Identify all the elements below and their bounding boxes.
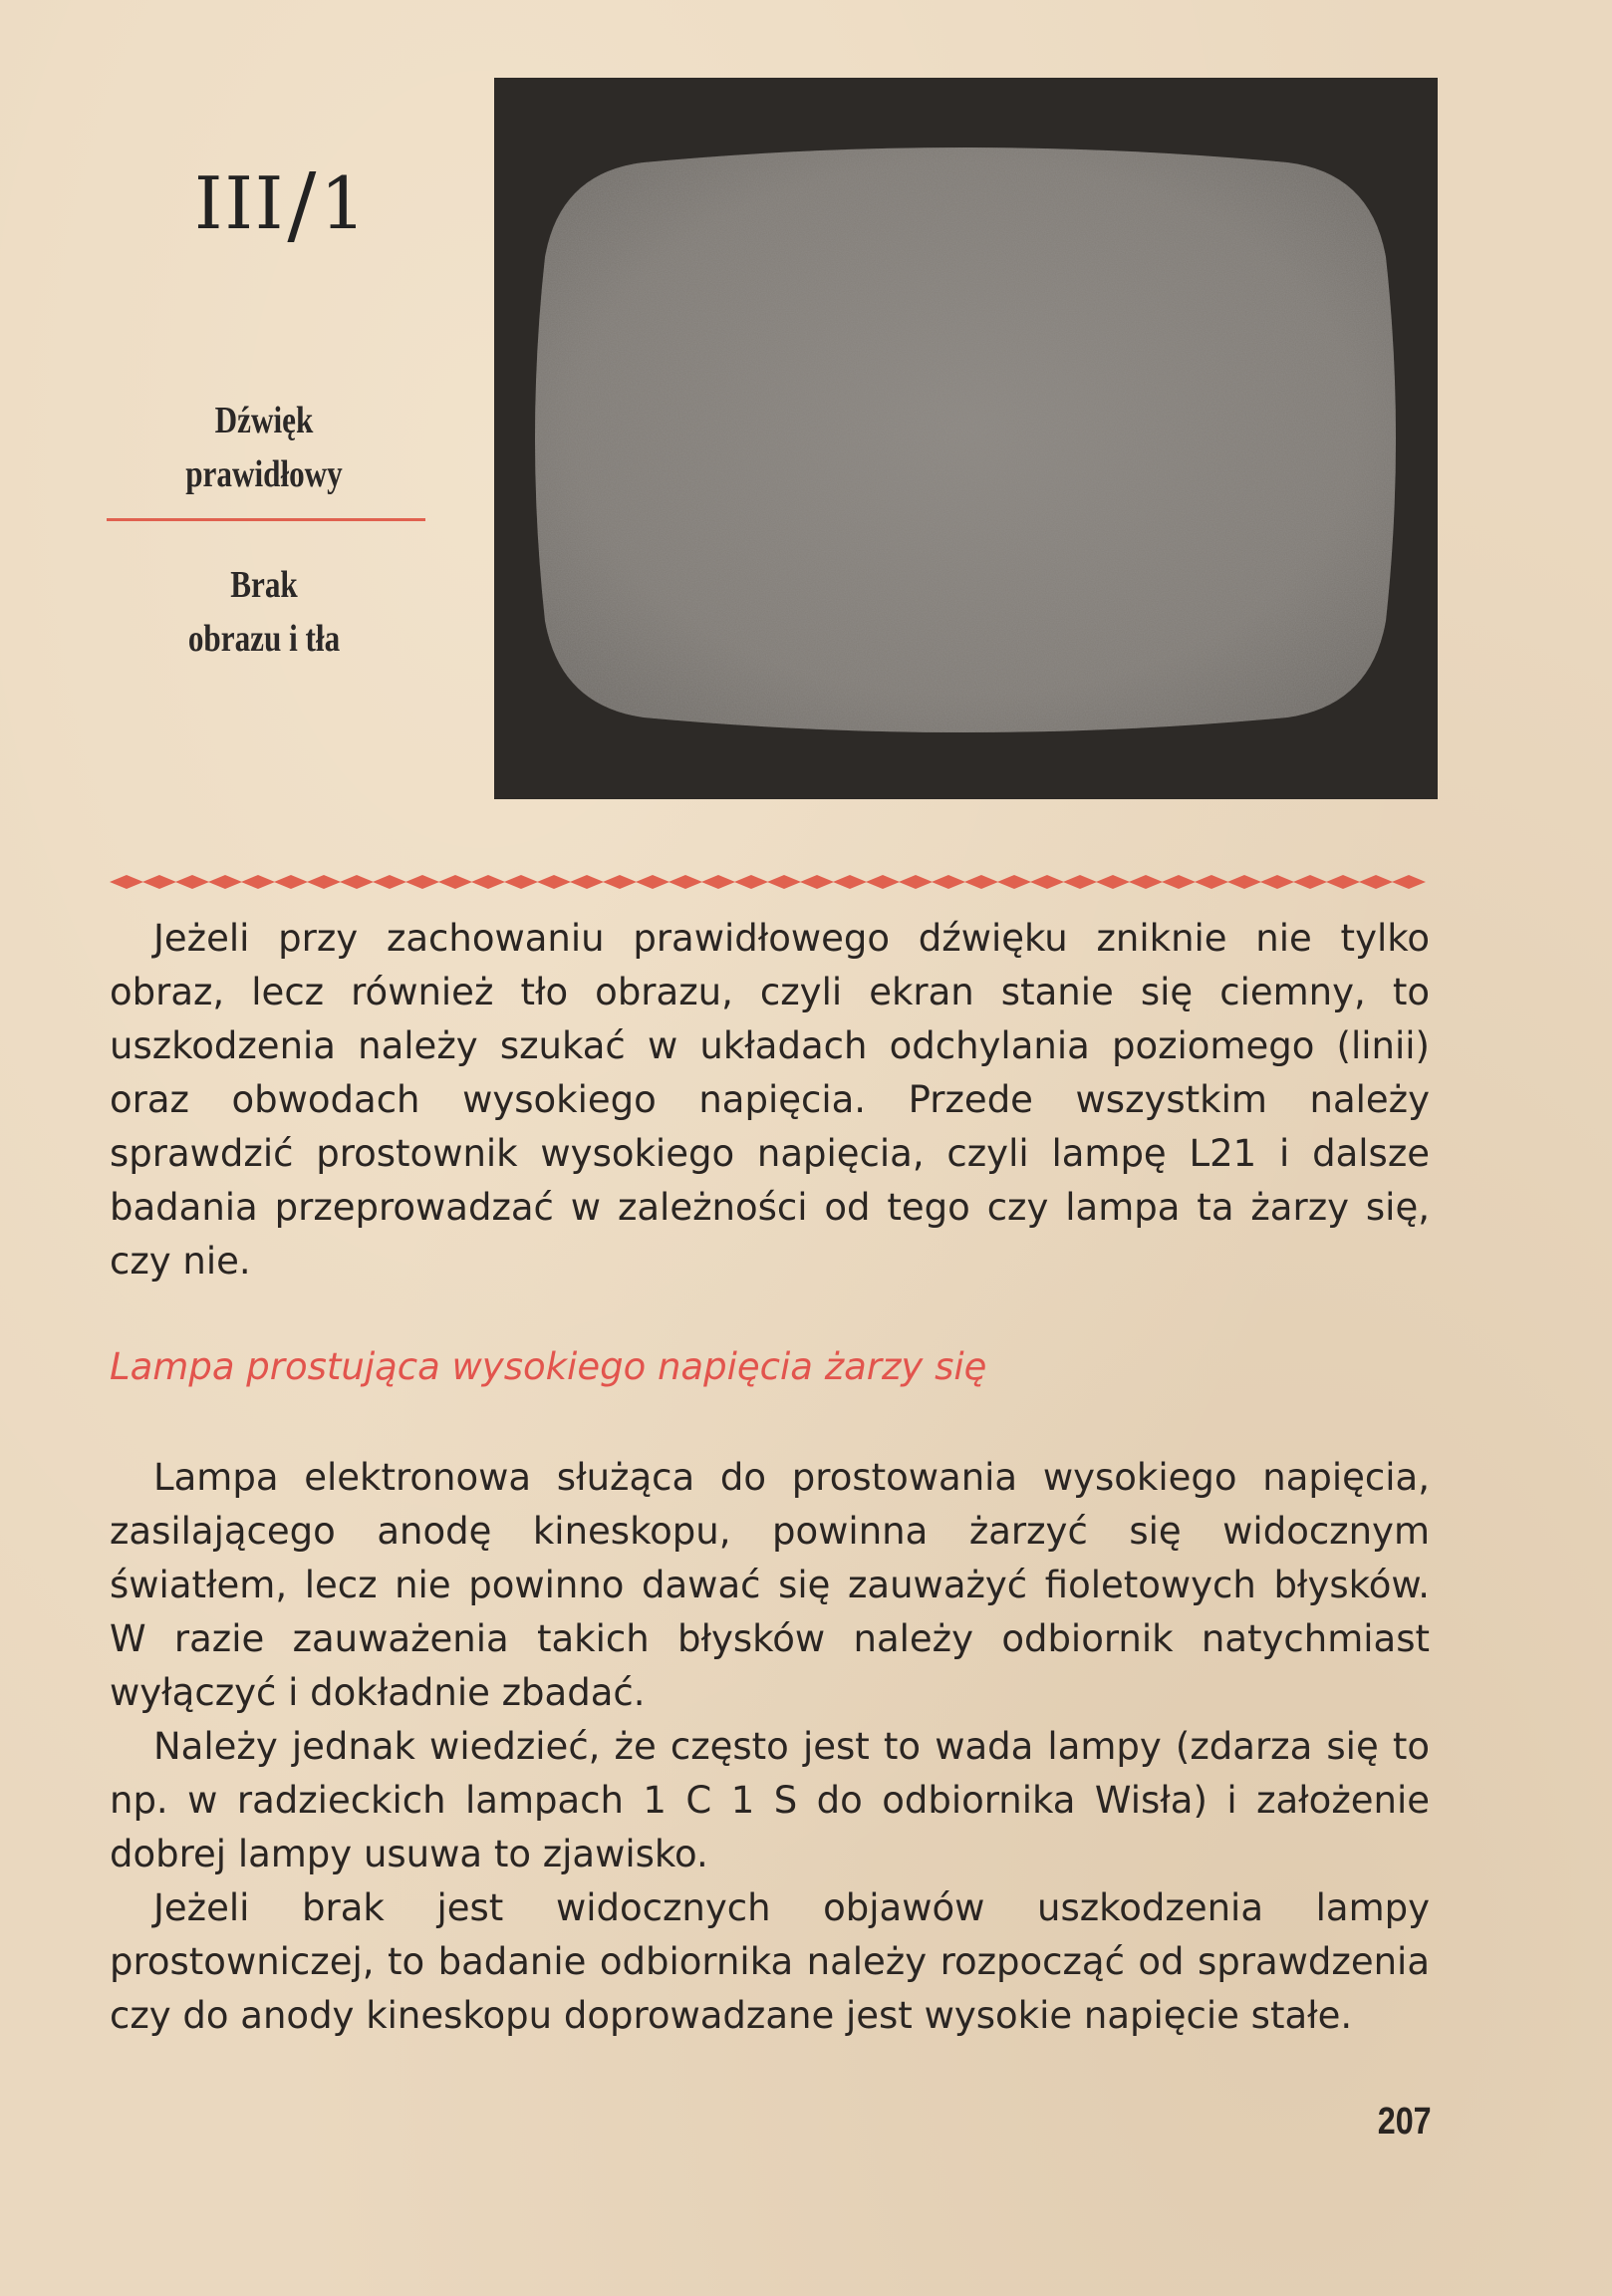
ornament-diamond xyxy=(504,875,538,889)
ornament-diamond xyxy=(175,875,209,889)
paragraph-intro: Jeżeli przy zachowaniu prawidłowego dźwięku zniknie nie tylko obraz, lecz również tło obrazu, czyli ekran stanie się ciemny, to uszkodzenia należy szukać w układach odchylania poziomego (linii) oraz obwodach wysokiego napięcia. Przede wszystkim należy sprawdzić prostownik wysokiego napięcia, czyli lampę L21 i dalsze badania przeprowadzać w zależności od tego czy lampa ta żarzy się, czy nie. xyxy=(110,917,1430,1283)
paragraph-lamp-defect: Należy jednak wiedzieć, że często jest to wada lampy (zdarza się to np. w radzieckich lampach 1 C 1 S do odbiornika Wisła) i założenie dobrej lampy usuwa to zjawisko. xyxy=(110,1725,1430,1875)
ornament-diamond xyxy=(471,875,505,889)
ornament-diamond xyxy=(570,875,604,889)
ornament-diamond xyxy=(142,875,176,889)
ornament-diamond xyxy=(932,875,965,889)
ornament-diamond xyxy=(701,875,735,889)
ornament-diamond xyxy=(1293,875,1327,889)
ornament-diamond xyxy=(208,875,242,889)
ornament-diamond xyxy=(110,875,143,889)
ornament-diamond xyxy=(438,875,472,889)
ornament-diamond xyxy=(866,875,900,889)
ornament-diamond xyxy=(669,875,702,889)
section-number-slash: / xyxy=(287,155,319,255)
caption-sound-line-1: Dźwięk xyxy=(214,400,314,441)
ornament-diamond xyxy=(1030,875,1064,889)
section-number xyxy=(194,149,369,255)
ornament-diamond xyxy=(964,875,998,889)
section-number-minor: 1 xyxy=(320,161,369,245)
ornament-diamond xyxy=(800,875,834,889)
ornament-diamond xyxy=(1063,875,1097,889)
caption-fault-line-1: Brak xyxy=(230,564,298,606)
page-number: 207 xyxy=(1377,2101,1432,2143)
paragraph-check-anode: Jeżeli brak jest widocznych objawów uszkodzenia lampy prostowniczej, to badanie odbiornika należy rozpocząć od sprawdzenia czy do anody kineskopu doprowadzane jest wysokie napięcie stałe. xyxy=(110,1886,1430,2037)
ornament-diamond xyxy=(833,875,867,889)
ornament-diamond xyxy=(603,875,637,889)
ornament-diamond xyxy=(1162,875,1196,889)
caption-sound-ok xyxy=(134,394,395,501)
ornament-diamond xyxy=(636,875,670,889)
tv-screen-icon xyxy=(494,78,1438,799)
paragraph-lamp-glow: Lampa elektronowa służąca do prostowania wysokiego napięcia, zasilającego anodę kineskopu, powinna żarzyć się widocznym światłem, lecz nie powinno dawać się zauważyć fioletowych błysków. W razie zauważenia takich błysków należy odbiornik natychmiast wyłączyć i dokładnie zbadać. xyxy=(110,1456,1430,1714)
caption-fault-line-2: obrazu i tła xyxy=(187,618,341,660)
ornament-diamond xyxy=(1195,875,1228,889)
ornament-diamond xyxy=(1096,875,1130,889)
ornament-diamond xyxy=(307,875,341,889)
ornament-diamond xyxy=(767,875,801,889)
ornament-diamond xyxy=(1359,875,1393,889)
ornament-diamond xyxy=(997,875,1031,889)
tv-screen-figure xyxy=(494,78,1438,799)
ornament-diamond xyxy=(405,875,439,889)
ornament-diamond xyxy=(537,875,571,889)
ornament-divider xyxy=(110,867,1433,897)
ornament-diamond xyxy=(241,875,275,889)
caption-divider xyxy=(107,518,425,521)
ornament-diamond xyxy=(734,875,768,889)
caption-no-picture xyxy=(134,558,395,666)
subheading-lamp-glows: Lampa prostująca wysokiego napięcia żarzy się xyxy=(110,1345,987,1388)
ornament-diamond xyxy=(1227,875,1261,889)
ornament-diamond xyxy=(1392,875,1426,889)
ornament-diamond xyxy=(274,875,308,889)
caption-sound-line-2: prawidłowy xyxy=(185,453,343,495)
ornament-diamond xyxy=(373,875,406,889)
section-number-major: III xyxy=(194,161,286,245)
ornament-diamond xyxy=(340,875,374,889)
ornament-diamond xyxy=(1326,875,1360,889)
ornament-diamond xyxy=(1260,875,1294,889)
ornament-diamond xyxy=(1129,875,1163,889)
ornament-diamond xyxy=(899,875,933,889)
